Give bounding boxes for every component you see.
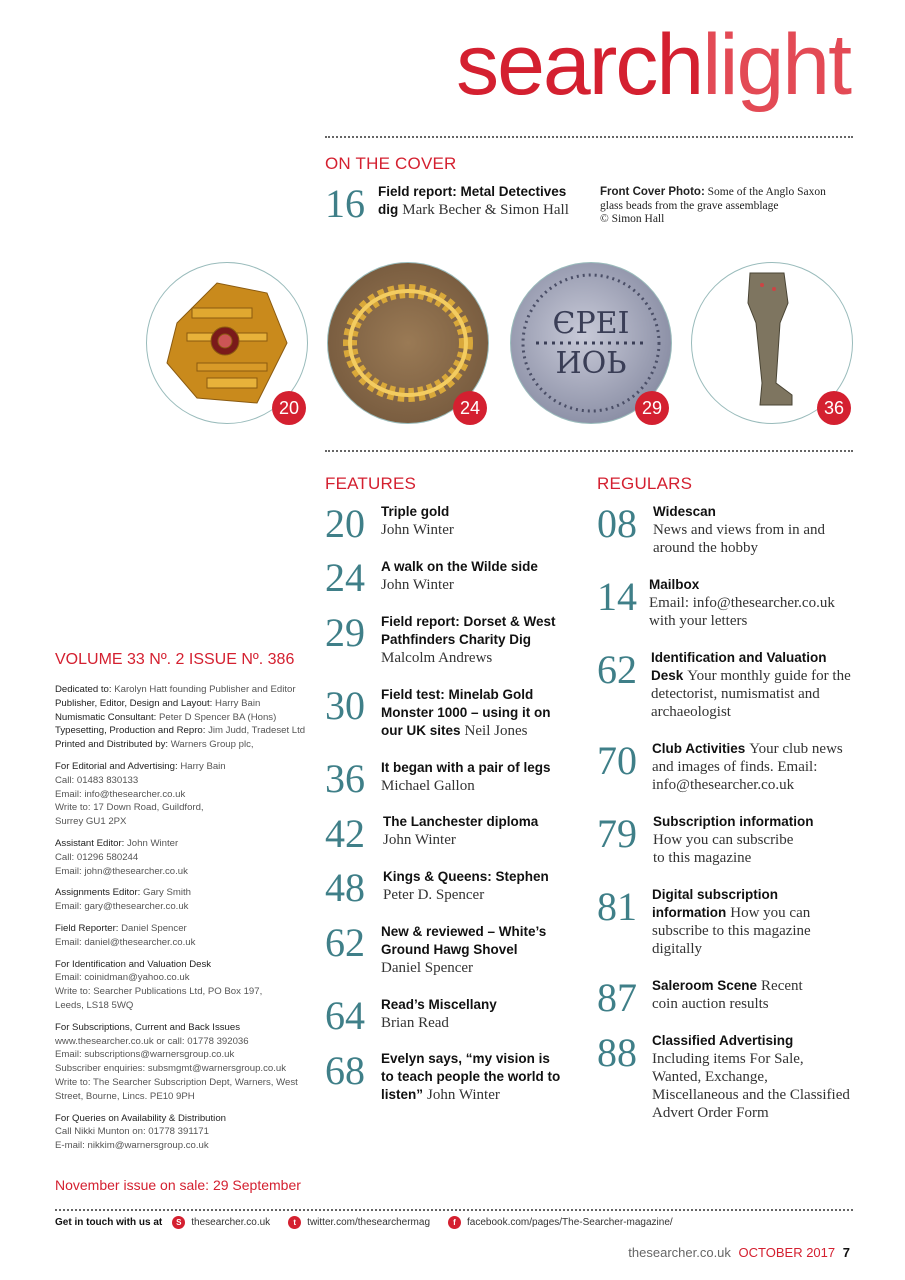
- feature-title: Field test: Minelab Gold Monster 1000 – using it on our UK sites: [381, 687, 551, 738]
- feature-item[interactable]: [381, 996, 581, 1032]
- contact-email[interactable]: Email: info@thesearcher.co.uk: [55, 788, 186, 800]
- regular-item[interactable]: [653, 813, 853, 867]
- staff-credits: [55, 683, 320, 752]
- cover-photo-text: Some of the Anglo Saxon glass beads from the grave assemblage: [600, 186, 826, 212]
- credit-label: Numismatic Consultant:: [55, 711, 157, 723]
- volume-issue: VOLUME 33 Nº. 2 ISSUE Nº. 386: [55, 651, 295, 668]
- footer-site[interactable]: thesearcher.co.uk: [628, 1245, 731, 1260]
- credits-block: [55, 683, 320, 1161]
- contact-email[interactable]: Email: coinidman@yahoo.co.uk: [55, 972, 190, 984]
- contact-line: Write to: Searcher Publications Ltd, PO Box 197, Leeds, LS18 5WQ: [55, 986, 263, 1011]
- credit-text: Jim Judd, Tradeset Ltd: [208, 725, 306, 737]
- feature-byline: Malcolm Andrews: [381, 650, 493, 666]
- feature-byline: Neil Jones: [464, 723, 528, 739]
- contact-label: Assistant Editor:: [55, 837, 125, 849]
- contact-line: www.thesearcher.co.uk or call: 01778 392036: [55, 1035, 249, 1047]
- regular-number: 08: [597, 501, 637, 546]
- feature-byline: John Winter: [383, 832, 456, 848]
- feature-title: The Lanchester diploma: [383, 814, 539, 829]
- twitter-icon: t: [288, 1216, 301, 1229]
- contact-email[interactable]: Email: john@thesearcher.co.uk: [55, 865, 188, 877]
- contact-email[interactable]: Subscriber enquiries: subsmgmt@warnersgroup.co.uk: [55, 1063, 287, 1075]
- regular-desc: Recent coin auction results: [652, 978, 803, 1012]
- feature-byline: Brian Read: [381, 1015, 449, 1031]
- contact-assistant-editor: [55, 837, 320, 878]
- regular-number: 70: [597, 738, 637, 783]
- regular-title: Subscription information: [653, 814, 814, 829]
- feature-number: 20: [325, 501, 365, 546]
- regular-title: Saleroom Scene: [652, 978, 758, 993]
- contact-distribution: [55, 1112, 320, 1153]
- feature-number: 36: [325, 756, 365, 801]
- feature-byline: John Winter: [381, 522, 454, 538]
- divider-bottom: [55, 1209, 853, 1211]
- cover-story-number: 16: [325, 181, 365, 226]
- contact-line: Daniel Spencer: [121, 922, 187, 934]
- regular-title: Digital subscription information: [652, 887, 779, 920]
- contact-email[interactable]: Email: daniel@thesearcher.co.uk: [55, 936, 196, 948]
- feature-number: 68: [325, 1048, 365, 1093]
- feature-title: It began with a pair of legs: [381, 760, 551, 775]
- feature-item[interactable]: [381, 1050, 561, 1104]
- contact-line: John Winter: [127, 837, 179, 849]
- regular-title: Mailbox: [649, 577, 700, 592]
- contact-email[interactable]: Email: subscriptions@warnersgroup.co.uk: [55, 1049, 235, 1061]
- feature-number: 42: [325, 811, 365, 856]
- regular-item[interactable]: [652, 886, 852, 958]
- thumb-badge-36: 36: [817, 391, 851, 425]
- contact-label: Assignments Editor:: [55, 887, 141, 899]
- feature-title: Kings & Queens: Stephen: [383, 869, 549, 884]
- credit-label: Publisher, Editor, Design and Layout:: [55, 697, 213, 709]
- get-in-touch-label: Get in touch with us at: [55, 1217, 163, 1228]
- next-issue-on-sale: November issue on sale: 29 September: [55, 1177, 301, 1193]
- regular-number: 87: [597, 975, 637, 1020]
- feature-byline: Daniel Spencer: [381, 960, 474, 976]
- cover-photo-caption: [600, 186, 850, 227]
- on-the-cover-heading: ON THE COVER: [325, 154, 457, 173]
- feature-item[interactable]: [381, 923, 571, 977]
- divider-middle: [325, 450, 853, 452]
- contact-line: Harry Bain: [180, 760, 226, 772]
- contact-email[interactable]: E-mail: nikkim@warnersgroup.co.uk: [55, 1140, 209, 1152]
- regular-desc: Your club news and images of finds. Email: info@thesearcher.co.uk: [652, 741, 843, 793]
- contact-assignments-editor: [55, 886, 320, 914]
- feature-title: Evelyn says, “my vision is to teach people the world to listen”: [381, 1051, 561, 1102]
- contact-label: For Subscriptions, Current and Back Issues: [55, 1021, 241, 1033]
- contact-label: For Queries on Availability & Distribution: [55, 1112, 226, 1124]
- regular-number: 88: [597, 1030, 637, 1075]
- page-footer: [628, 1245, 850, 1260]
- feature-byline: John Winter: [381, 577, 454, 593]
- cover-story[interactable]: [378, 183, 588, 219]
- cover-story-title: Field report: Metal Detectives dig: [378, 184, 567, 217]
- thumb-badge-24: 24: [453, 391, 487, 425]
- feature-byline: John Winter: [427, 1087, 500, 1103]
- regular-desc: Including items For Sale, Wanted, Exchange, Miscellaneous and the Classified Advert Order Form: [652, 1051, 850, 1121]
- cover-photo-credit: © Simon Hall: [600, 213, 665, 225]
- feature-byline: Peter D. Spencer: [383, 887, 485, 903]
- feature-number: 48: [325, 865, 365, 910]
- credit-label: Printed and Distributed by:: [55, 739, 169, 751]
- feature-number: 64: [325, 993, 365, 1038]
- regular-item[interactable]: [651, 649, 851, 721]
- feature-number: 29: [325, 610, 365, 655]
- regular-title: Identification and Valuation Desk: [651, 650, 827, 683]
- website-icon: S: [172, 1216, 185, 1229]
- contact-editorial: [55, 760, 320, 829]
- page-number: 7: [842, 1245, 850, 1260]
- feature-number: 62: [325, 920, 365, 965]
- credit-text: Peter D Spencer BA (Hons): [158, 711, 277, 723]
- footer-month: OCTOBER 2017: [738, 1245, 836, 1260]
- credit-line: [55, 724, 320, 738]
- thumb-badge-20: 20: [272, 391, 306, 425]
- facebook-icon: f: [448, 1216, 461, 1229]
- contact-line: Call: 01296 580244: [55, 851, 139, 863]
- credit-line: [55, 711, 320, 725]
- contact-line: Write to: The Searcher Subscription Dept, Warners, West Street, Bourne, Lincs. PE10 9PH: [55, 1076, 298, 1102]
- feature-item[interactable]: [381, 686, 571, 740]
- regular-item[interactable]: [652, 977, 827, 1013]
- contact-label: For Editorial and Advertising:: [55, 760, 178, 772]
- regular-item[interactable]: [653, 503, 853, 557]
- contact-line: Write to: 17 Down Road, Guildford, Surrey GU1 2PX: [55, 802, 204, 828]
- regular-desc: How you can subscribe to this magazine digitally: [652, 905, 811, 957]
- get-in-touch-bar: [55, 1216, 673, 1229]
- contact-identification-desk: [55, 958, 320, 1013]
- masthead-logo: [456, 17, 850, 113]
- cover-photo-label: Front Cover Photo:: [600, 186, 705, 198]
- credit-text: Harry Bain: [215, 697, 261, 709]
- credit-line: [55, 683, 320, 697]
- feature-item[interactable]: [381, 558, 581, 594]
- regular-number: 79: [597, 811, 637, 856]
- facebook-link[interactable]: facebook.com/pages/The-Searcher-magazine/: [467, 1217, 673, 1228]
- twitter-link[interactable]: twitter.com/thesearchermag: [307, 1217, 430, 1228]
- cover-story-byline: Mark Becher & Simon Hall: [402, 202, 569, 218]
- feature-title: Read’s Miscellany: [381, 997, 497, 1012]
- contact-subscriptions: [55, 1021, 320, 1104]
- svg-text:ЄPEI: ЄPEI: [552, 306, 630, 341]
- website-link[interactable]: thesearcher.co.uk: [191, 1217, 271, 1228]
- regular-desc: News and views from in and around the hobby: [653, 522, 826, 556]
- feature-title: New & reviewed – White’s Ground Hawg Shovel: [381, 924, 547, 957]
- regular-number: 81: [597, 884, 637, 929]
- thumb-badge-29: 29: [635, 391, 669, 425]
- contact-label: Field Reporter:: [55, 922, 119, 934]
- svg-text:ИOЬ: ИOЬ: [555, 346, 627, 381]
- contact-line: Gary Smith: [143, 887, 191, 899]
- regulars-heading: REGULARS: [597, 474, 693, 493]
- contact-line: Call: 01483 830133: [55, 774, 139, 786]
- regular-item[interactable]: [652, 740, 852, 794]
- credit-text: Karolyn Hatt founding Publisher and Editor: [114, 684, 296, 695]
- contact-line: Call Nikki Munton on: 01778 391171: [55, 1126, 209, 1138]
- contact-email[interactable]: Email: gary@thesearcher.co.uk: [55, 901, 189, 913]
- credit-line: [55, 697, 320, 711]
- regular-item[interactable]: [652, 1032, 852, 1122]
- credit-text: Warners Group plc,: [170, 739, 254, 751]
- divider-top: [325, 136, 853, 138]
- masthead-search: search: [456, 17, 703, 113]
- regular-number: 62: [597, 647, 637, 692]
- masthead-light: light: [702, 17, 850, 113]
- regular-title: Widescan: [653, 504, 716, 519]
- feature-item[interactable]: [381, 613, 581, 667]
- features-heading: FEATURES: [325, 474, 417, 493]
- feature-item[interactable]: [381, 759, 581, 795]
- credit-line: [55, 738, 320, 752]
- feature-title: Triple gold: [381, 504, 450, 519]
- regular-desc: Email: info@thesearcher.co.uk with your letters: [649, 595, 835, 629]
- feature-title: A walk on the Wilde side: [381, 559, 538, 574]
- regular-title: Classified Advertising: [652, 1033, 794, 1048]
- regular-number: 14: [597, 574, 637, 619]
- feature-title: Field report: Dorset & West Pathfinders Charity Dig: [381, 614, 556, 647]
- credit-label: Typesetting, Production and Repro:: [55, 725, 206, 737]
- feature-number: 24: [325, 555, 365, 600]
- feature-item[interactable]: [383, 813, 583, 849]
- feature-number: 30: [325, 683, 365, 728]
- feature-item[interactable]: [381, 503, 581, 539]
- regular-desc: How you can subscribe to this magazine: [653, 832, 794, 866]
- feature-item[interactable]: [383, 868, 583, 904]
- credit-label: Dedicated to:: [55, 684, 112, 695]
- regular-item[interactable]: [649, 576, 854, 630]
- contact-label: For Identification and Valuation Desk: [55, 958, 212, 970]
- regular-desc: Your monthly guide for the detectorist, numismatist and archaeologist: [651, 668, 851, 720]
- feature-byline: Michael Gallon: [381, 778, 475, 794]
- regular-title: Club Activities: [652, 741, 746, 756]
- contact-field-reporter: [55, 922, 320, 950]
